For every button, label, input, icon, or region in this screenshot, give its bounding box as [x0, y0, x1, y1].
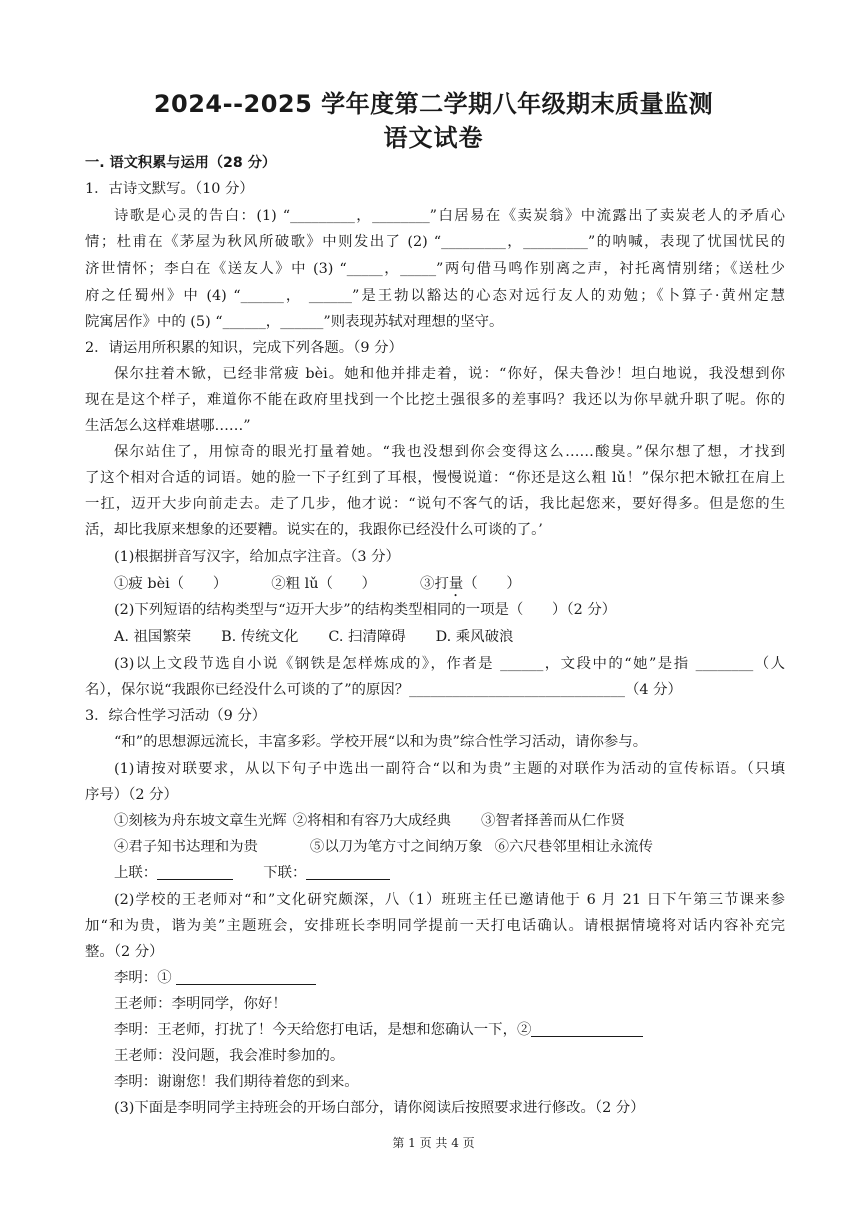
option-c: C. 扫清障碍 [328, 629, 406, 645]
exam-title: 2024--2025 学年度第二学期八年级期末质量监测 [153, 90, 714, 118]
q3-options-row [114, 808, 625, 834]
q2-passage-line: 生活怎么这样难堪哪……” [85, 418, 251, 434]
q2-sub2: (2)下列短语的结构类型与“迈开大步”的结构类型相同的一项是（ ）（2 分） [114, 602, 617, 618]
q2-passage-line: 保尔拄着木锨，已经非常疲 bèi。她和他并排走着，说：“你好，保夫鲁沙！坦白地说，我没想到你 [114, 366, 785, 382]
speaker: 李明： [114, 1022, 158, 1038]
q2-passage-line: 一扛，迈开大步向前走去。走了几步，他才说：“说句不客气的话，我比起您来，要好得多。但是您的生 [85, 496, 785, 512]
q2-sub1-items: ①疲 bèi（ ） ②粗 lǔ（ ） ③打量（ ） [114, 576, 521, 592]
q3-sub1-line: (1)请按对联要求，从以下句子中选出一副符合“以和为贵”主题的对联作为活动的宣传标语。（只填 [114, 761, 785, 777]
q1-line: 院寓居作》中的 (5) “______，______”则表现苏轼对理想的坚守。 [85, 314, 504, 330]
couplet-option: ④君子知书达理和为贵 [114, 839, 258, 855]
q1-heading: 1．古诗文默写。（10 分） [85, 181, 254, 197]
q1-line: 济世情怀；李白在《送友人》中 (3) “_____，_____”两句借马鸣作别离之声，衬托离情别绪；《送杜少 [85, 261, 785, 277]
q2-passage-line: 了这个相对合适的词语。她的脸一下子红到了耳根，慢慢说道：“你还是这么粗 lǔ！”保尔把木锨扛在肩上 [85, 470, 785, 486]
dialogue-answer-blank-1[interactable] [176, 968, 316, 985]
q3-sub2-line: (2)学校的王老师对“和”文化研究颇深，八（1）班班主任已邀请他于 6 月 21 日下午第三节课来参 [114, 892, 785, 908]
couplet-option: ②将相和有容乃大成经典 [292, 813, 452, 829]
speaker: 李明： [114, 1074, 158, 1090]
speaker: 王老师： [114, 996, 172, 1012]
q2-passage-line: 活，却比我原来想象的还要糟。说实在的，我跟你已经没什么可谈的了。’ [85, 522, 543, 538]
couplet-option: ③智者择善而从仁作贤 [481, 813, 625, 829]
page-footer: 第 1 页 共 4 页 [392, 1136, 475, 1150]
option-b: B. 传统文化 [221, 629, 299, 645]
upper-couplet-blank[interactable] [157, 863, 233, 880]
speaker: 王老师： [114, 1048, 172, 1064]
dialogue-line: 李明：① [114, 965, 316, 991]
couplet-option: ⑥六尺巷邻里相让永流传 [494, 839, 653, 855]
q2-sub3-line: (3)以上文段节选自小说《钢铁是怎样炼成的》，作者是 ______，文段中的“她”是指 ________（人 [114, 656, 785, 672]
section-heading: 一. 语文积累与运用（28 分） [85, 155, 277, 171]
item-culu: ②粗 lǔ（ ） [271, 576, 377, 592]
item-pibei: ①疲 bèi（ ） [114, 576, 228, 592]
option-d: D. 乘风破浪 [435, 629, 514, 645]
q2-passage-line: 保尔站住了，用惊奇的眼光打量着她。“我也没想到你会变得这么……酸臭。”保尔想了想，才找到 [114, 444, 785, 460]
couplet-option: ①刻核为舟东坡文章生光辉 [114, 813, 287, 829]
dotted-char: 量 [448, 576, 464, 592]
dialogue-line: 李明：王老师，打扰了！今天给您打电话，是想和您确认一下，② [114, 1017, 643, 1043]
dialogue-line: 李明：谢谢您！我们期待着您的到来。 [114, 1074, 359, 1090]
dialogue-line: 王老师：李明同学，你好！ [114, 996, 287, 1012]
q3-couplet-answer [114, 860, 390, 886]
q3-sub1-line: 序号）（2 分） [85, 787, 178, 803]
upper-couplet-label: 上联： [114, 865, 158, 881]
exam-subtitle: 语文试卷 [383, 124, 484, 152]
lower-couplet-blank[interactable] [306, 863, 390, 880]
item-daliang: ③打 [420, 576, 449, 592]
lower-couplet-label: 下联： [263, 865, 307, 881]
q2-sub3-line: 名），保尔说“我跟你已经没什么可谈的了”的原因？______________________________（4 分） [85, 682, 682, 698]
q2-passage-line: 现在是这个样子，难道你不能在政府里找到一个比挖土强很多的差事吗？我还以为你早就升职了呢。你的 [85, 392, 785, 408]
q1-line: 府之任蜀州》中 (4) “______， ______”是王勃以豁达的心态对远行友人的劝勉；《卜算子·黄州定慧 [85, 288, 785, 304]
q3-intro: “和”的思想源远流长，丰富多彩。学校开展“以和为贵”综合性学习活动，请你参与。 [114, 734, 648, 750]
speaker: 李明： [114, 970, 158, 986]
q1-line: 情；杜甫在《茅屋为秋风所破歌》中则发出了 (2) “_________，_________”的呐喊，表现了忧国忧民的 [85, 234, 785, 250]
q2-heading: 2．请运用所积累的知识，完成下列各题。（9 分） [85, 340, 403, 356]
option-a: A. 祖国繁荣 [114, 629, 192, 645]
couplet-option: ⑤以刀为笔方寸之间纳万象 [309, 839, 483, 855]
q3-options-row [114, 834, 653, 860]
q2-sub2-options [114, 624, 513, 650]
dialogue-line: 王老师：没问题，我会准时参加的。 [114, 1048, 345, 1064]
dialogue-answer-blank-2[interactable] [531, 1020, 643, 1037]
q3-sub3: (3)下面是李明同学主持班会的开场白部分，请你阅读后按照要求进行修改。（2 分） [114, 1100, 645, 1116]
q3-sub2-line: 加“和为贵，谐为美”主题班会，安排班长李明同学提前一天打电话确认。请根据情境将对话内容补充完 [85, 918, 785, 934]
q3-heading: 3．综合性学习活动（9 分） [85, 708, 267, 724]
q1-line: 诗歌是心灵的告白：(1) “_________，________”白居易在《卖炭翁》中流露出了卖炭老人的矛盾心 [114, 208, 785, 224]
q3-sub2-line: 整。（2 分） [85, 944, 164, 960]
q2-sub1: (1)根据拼音写汉字，给加点字注音。（3 分） [114, 549, 400, 565]
